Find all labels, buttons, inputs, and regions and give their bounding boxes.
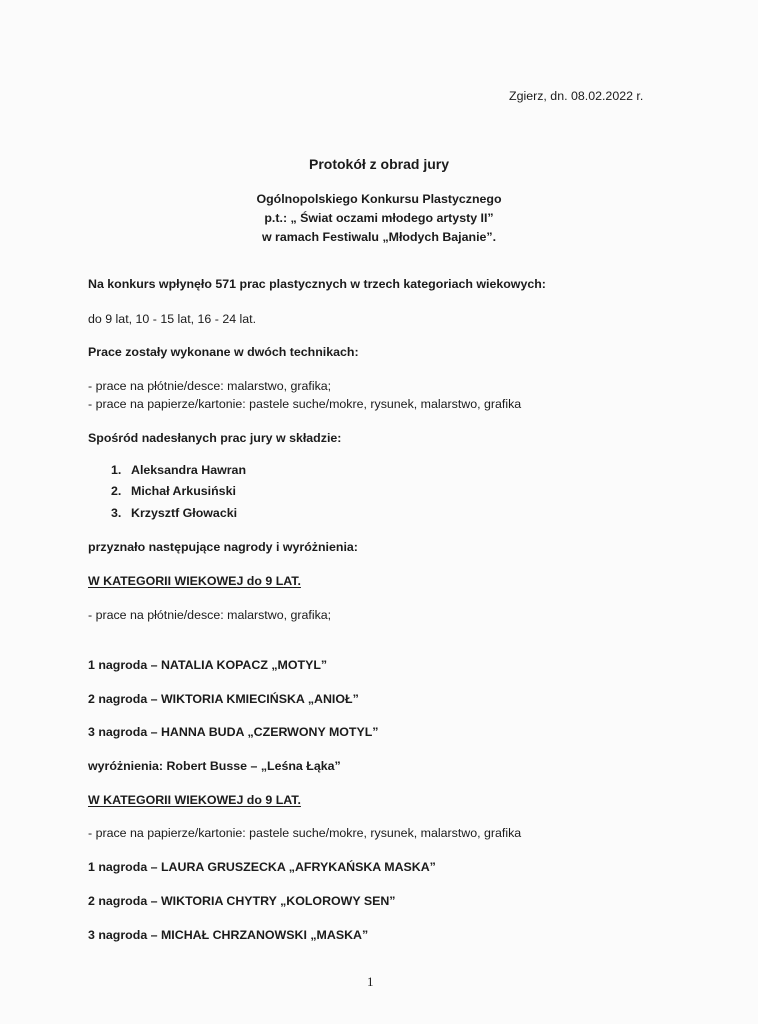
list-number: 1. xyxy=(111,463,122,477)
category-1-distinction: wyróżnienia: Robert Busse – „Leśna Łąka” xyxy=(88,759,341,773)
category-1-technique: - prace na płótnie/desce: malarstwo, grafika; xyxy=(88,608,332,622)
category-1-prize-3: 3 nagroda – HANNA BUDA „CZERWONY MOTYL” xyxy=(88,725,379,739)
category-1-prize-1: 1 nagroda – NATALIA KOPACZ „MOTYL” xyxy=(88,658,328,672)
category-2-prize-1: 1 nagroda – LAURA GRUSZECKA „AFRYKAŃSKA MASKA” xyxy=(88,860,436,874)
category-1-prize-2: 2 nagroda – WIKTORIA KMIECIŃSKA „ANIOŁ” xyxy=(88,692,359,706)
age-groups-text: do 9 lat, 10 - 15 lat, 16 - 24 lat. xyxy=(88,312,257,326)
category-2-prize-3: 3 nagroda – MICHAŁ CHRZANOWSKI „MASKA” xyxy=(88,928,369,942)
category-2-technique: - prace na papierze/kartonie: pastele suche/mokre, rysunek, malarstwo, grafika xyxy=(88,826,522,840)
category-heading-2: W KATEGORII WIEKOWEJ do 9 LAT. xyxy=(88,793,301,807)
document-title: Protokół z obrad jury xyxy=(308,156,449,172)
subtitle-line-1: Ogólnopolskiego Konkursu Plastycznego xyxy=(256,192,502,206)
subtitle-line-3: w ramach Festiwalu „Młodych Bajanie”. xyxy=(261,230,497,244)
list-number: 3. xyxy=(111,506,122,520)
list-number: 2. xyxy=(111,484,122,498)
category-2-prize-2: 2 nagroda – WIKTORIA CHYTRY „KOLOROWY SEN” xyxy=(88,894,396,908)
technique-line-2: - prace na papierze/kartonie: pastele suche/mokre, rysunek, malarstwo, grafika xyxy=(88,397,522,411)
page-number: 1 xyxy=(367,974,374,989)
subtitle-line-2: p.t.: „ Świat oczami młodego artysty II” xyxy=(264,211,494,225)
jury-list-item xyxy=(111,463,246,478)
jury-list-item xyxy=(111,506,237,521)
techniques-heading: Prace zostały wykonane w dwóch technikach: xyxy=(88,345,359,359)
awarded-text: przyznało następujące nagrody i wyróżnienia: xyxy=(88,540,358,554)
technique-line-1: - prace na płótnie/desce: malarstwo, grafika; xyxy=(88,379,332,393)
jury-heading: Spośród nadesłanych prac jury w składzie: xyxy=(88,431,342,445)
place-date: Zgierz, dn. 08.02.2022 r. xyxy=(509,89,644,103)
jury-member-name: Krzysztf Głowacki xyxy=(131,506,238,520)
category-heading-1: W KATEGORII WIEKOWEJ do 9 LAT. xyxy=(88,574,301,588)
jury-member-name: Aleksandra Hawran xyxy=(131,463,247,477)
jury-member-name: Michał Arkusiński xyxy=(131,484,236,498)
intro-text: Na konkurs wpłynęło 571 prac plastycznych w trzech kategoriach wiekowych: xyxy=(88,277,546,291)
jury-list-item xyxy=(111,484,236,499)
